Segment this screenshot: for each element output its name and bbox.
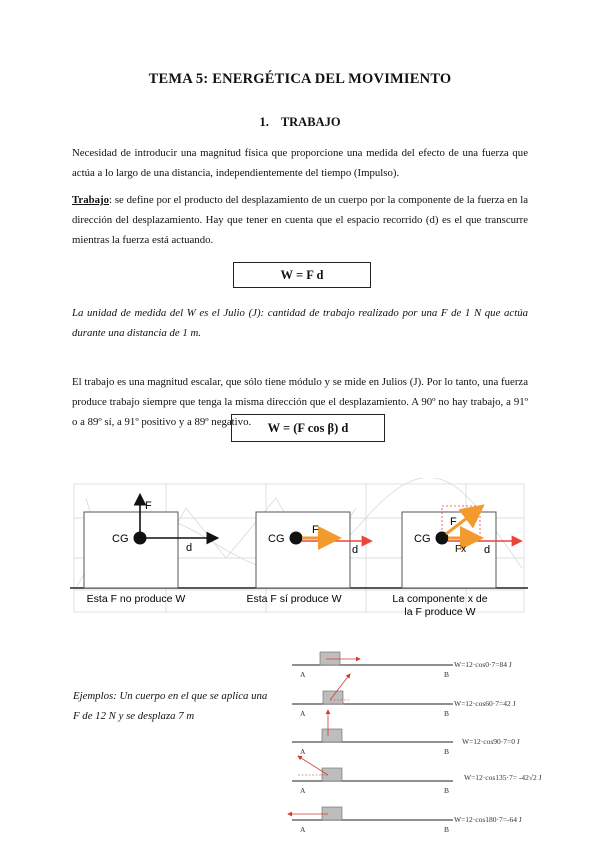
panel-1-cg-label: CG — [112, 533, 129, 545]
example-row-3 — [292, 710, 520, 756]
scalar-paragraph: El trabajo es una magnitud escalar, que sólo tiene módulo y se mide en Julios (J). Por lo tanto, una fuerza produce trabajo siempre que tenga la misma dirección que el desplazamiento. A 90º no hay trabajo, a 91º o a 89º sí, a 91º positivo y a 89º negativo. — [72, 376, 528, 428]
example-row-1-point-a: A — [300, 670, 306, 679]
panel-3-cg-label: CG — [414, 533, 431, 545]
panel-2-force-label: F — [312, 524, 319, 536]
example-row-5-block — [322, 807, 342, 820]
section-heading — [0, 115, 600, 130]
panel-3 — [392, 506, 520, 618]
panel-2-cg-dot — [290, 532, 303, 545]
section-title: TRABAJO — [280, 115, 341, 129]
example-row-4-force — [298, 756, 328, 775]
example-row-3-point-a: A — [300, 747, 306, 756]
work-diagram — [66, 478, 532, 628]
formula-work-cosine: W = (F cos β) d — [231, 414, 385, 442]
panel-3-box — [402, 512, 496, 588]
formula-work-basic: W = F d — [233, 262, 371, 288]
panel-3-disp-label: d — [484, 544, 491, 556]
example-row-5-point-a: A — [300, 825, 306, 834]
panel-1-disp-label: d — [186, 542, 193, 554]
example-row-4-point-b: B — [444, 786, 450, 795]
example-row-3-block — [322, 729, 342, 742]
panel-3-component-label: Fx — [455, 544, 467, 555]
definition-text: : se define por el producto del desplazamiento de un cuerpo por la componente de la fuerza en la dirección del desplazamiento. Hay que tener en cuenta que el espacio recorrido (d) es el que transcurre mientras la fuerza está actuando. — [72, 194, 528, 246]
panel-2-disp-label: d — [352, 544, 359, 556]
example-row-3-point-b: B — [444, 747, 450, 756]
examples-text: Ejemplos: Un cuerpo en el que se aplica una F de 12 N y se desplaza 7 m — [73, 690, 268, 722]
document-title: TEMA 5: ENERGÉTICA DEL MOVIMIENTO — [148, 71, 452, 87]
example-row-2-formula: W=12·cos60·7=42 J — [454, 699, 516, 708]
example-row-1-block — [320, 652, 340, 665]
panel-2-caption: Esta F sí produce W — [246, 593, 342, 605]
panel-1-force-label: F — [145, 500, 152, 512]
example-row-1-point-b: B — [444, 670, 450, 679]
example-row-2 — [292, 674, 516, 718]
panel-2-cg-label: CG — [268, 533, 285, 545]
example-row-2-point-a: A — [300, 709, 306, 718]
example-row-1 — [292, 652, 512, 679]
panel-1-caption: Esta F no produce W — [86, 593, 186, 605]
example-row-5 — [288, 807, 522, 834]
example-row-4 — [292, 756, 542, 795]
example-row-5-point-b: B — [444, 825, 450, 834]
example-row-3-formula: W=12·cos90·7=0 J — [462, 737, 520, 746]
definition-paragraph — [72, 190, 528, 250]
example-row-5-formula: W=12·cos180·7=-64 J — [454, 815, 522, 824]
panel-2 — [246, 512, 370, 605]
example-row-2-block — [323, 691, 343, 704]
intro-paragraph: Necesidad de introducir una magnitud física que proporcione una medida del efecto de una fuerza que actúa a lo largo de una distancia, independientemente del tiempo (Impulso). — [72, 147, 528, 179]
examples-diagram — [278, 640, 578, 840]
panel-2-box — [256, 512, 350, 588]
example-row-4-point-a: A — [300, 786, 306, 795]
definition-term: Trabajo — [72, 194, 109, 206]
panel-3-caption-line-2: la F produce W — [404, 606, 476, 618]
unit-note: La unidad de medida del W es el Julio (J): cantidad de trabajo realizado por una F de 1 N que actúa durante una distancia de 1 m. — [72, 307, 528, 339]
panel-3-caption-line-1: La componente x de — [392, 593, 488, 605]
example-row-1-formula: W=12·cos0·7=84 J — [454, 660, 512, 669]
example-row-2-point-b: B — [444, 709, 450, 718]
example-row-4-block — [322, 768, 342, 781]
section-number: 1. — [259, 115, 269, 129]
panel-3-force-label: F — [450, 516, 457, 528]
example-row-4-formula: W=12·cos135·7= -42√2 J — [464, 773, 542, 782]
panel-1-box — [84, 512, 178, 588]
